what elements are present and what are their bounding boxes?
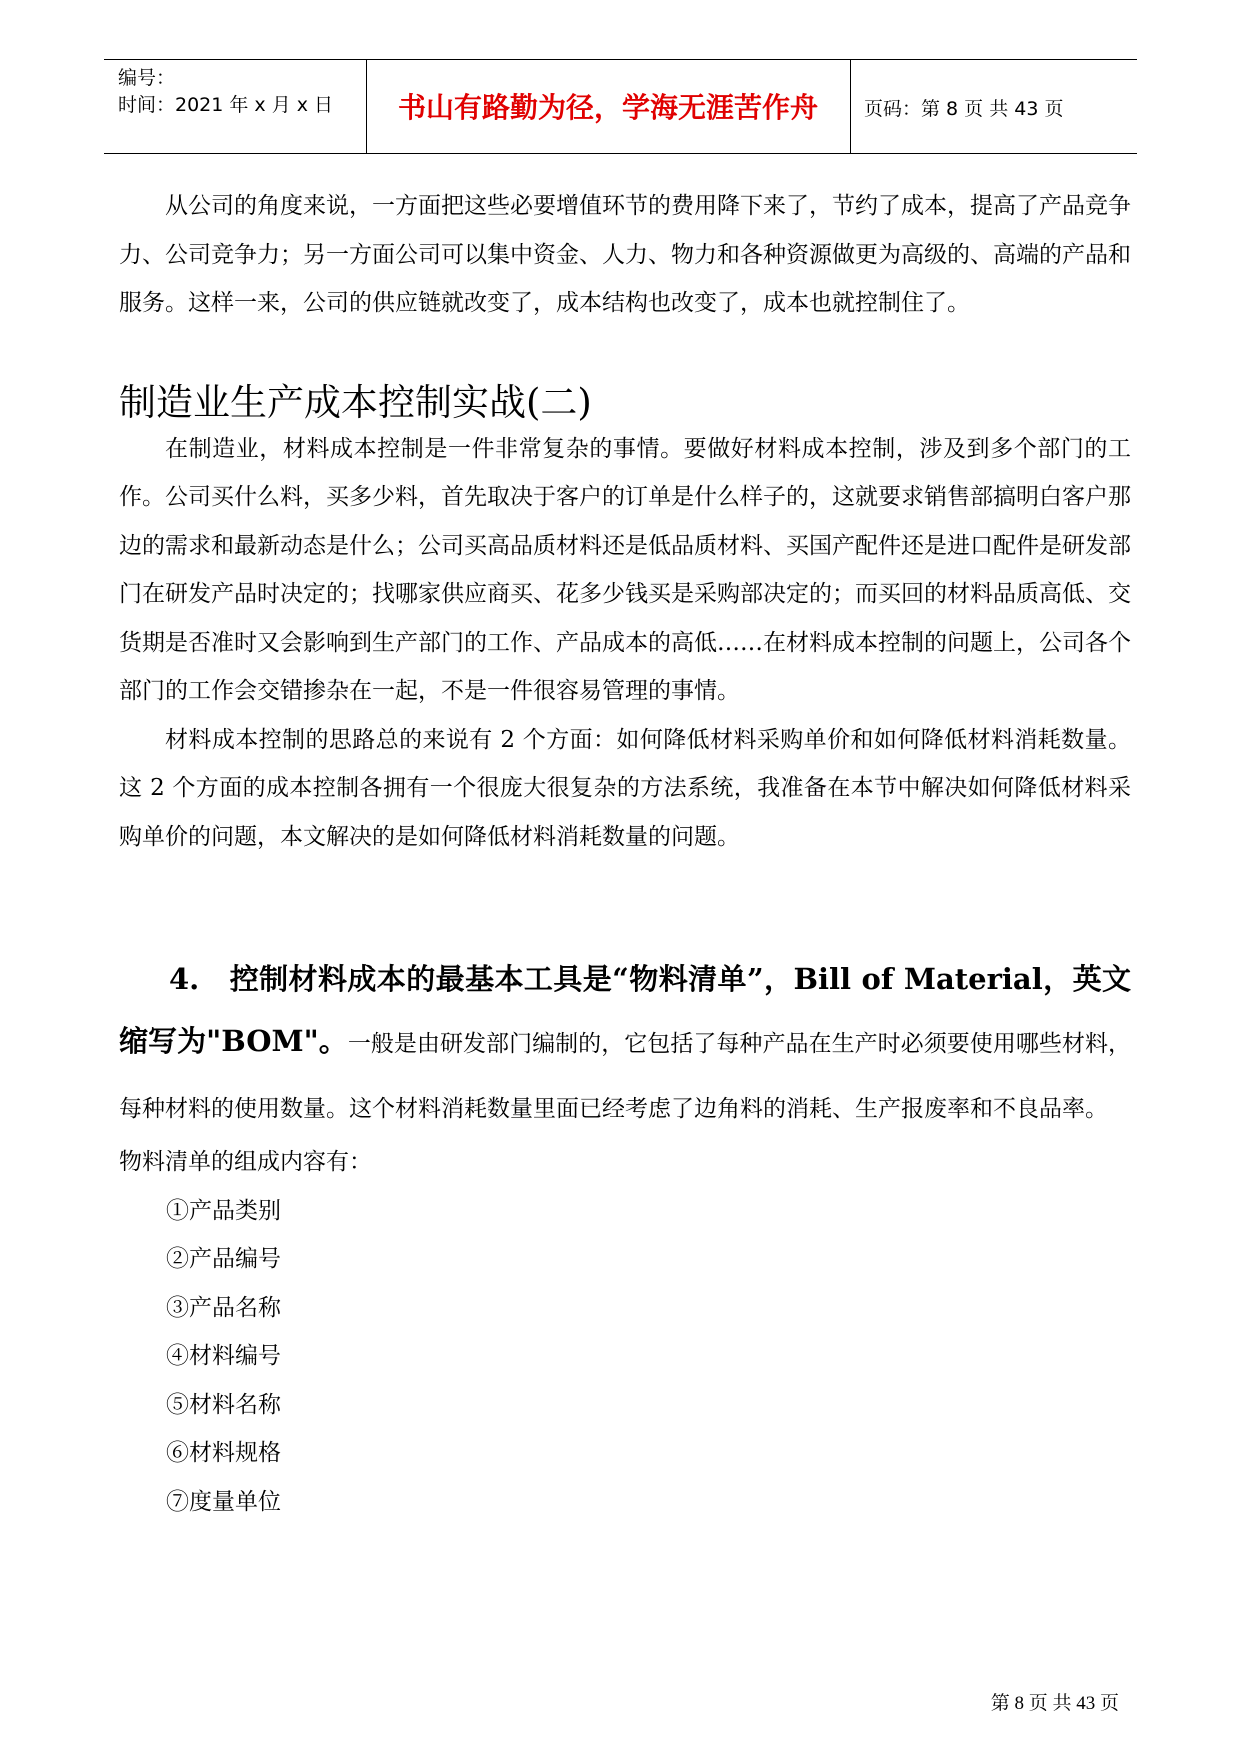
document-body [119,182,1131,1526]
header-page-info: 页码：第 8 页 共 43 页 [864,98,1064,120]
page-header [104,59,1137,154]
paragraph: 材料成本控制的思路总的来说有 2 个方面：如何降低材料采购单价和如何降低材料消耗数量。这 2 个方面的成本控制各拥有一个很庞大很复杂的方法系统，我准备在本节中解决如何降低材料采购单价的问题，本文解决的是如何降低材料消耗数量的问题。 [119,726,1131,850]
list-item: ⑤材料名称 [166,1391,281,1418]
list-item: ④材料编号 [166,1343,281,1369]
paragraph: 从公司的角度来说，一方面把这些必要增值环节的费用降下来了，节约了成本，提高了产品竞争力、公司竞争力；另一方面公司可以集中资金、人力、物力和各种资源做更为高级的、高端的产品和服务。这样一来，公司的供应链就改变了，成本结构也改变了，成本也就控制住了。 [119,193,1131,316]
list-item: ②产品编号 [166,1246,281,1272]
paragraph: 在制造业，材料成本控制是一件非常复杂的事情。要做好材料成本控制，涉及到多个部门的工作。公司买什么料，买多少料，首先取决于客户的订单是什么样子的，这就要求销售部搞明白客户那边的需求和最新动态是什么；公司买高品质材料还是低品质材料、买国产配件还是进口配件是研发部门在研发产品时决定的；找哪家供应商买、花多少钱买是采购部决定的；而买回的材料品质高低、交货期是否准时又会影响到生产部门的工作、产品成本的高低……在材料成本控制的问题上，公司各个部门的工作会交错掺杂在一起，不是一件很容易管理的事情。 [119,435,1131,704]
bom-items-list [119,1187,1131,1527]
header-motto: 书山有路勤为径，学海无涯苦作舟 [397,91,818,124]
list-item: ③产品名称 [166,1294,281,1321]
document-number-label: 编号： [118,67,176,89]
point-body-text: 一般是由研发部门编制的，它包括了每种产品在生产时必须要使用哪些材料，每种材料的使用数量。这个材料消耗数量里面已经考虑了边角料的消耗、生产报废率和不良品率。 [119,1031,1131,1122]
header-middle-cell [366,60,851,153]
list-item: ⑦度量单位 [166,1488,281,1515]
point-bold-text: 控制材料成本的最基本工具是“物料清单”，Bill of Material，英文缩写为"BOM"。 [119,962,1131,1058]
section-title: 制造业生产成本控制实战(二) [119,380,592,424]
list-item: ⑥材料规格 [166,1440,281,1466]
header-right-cell [850,60,1137,153]
point-4-paragraph [119,948,1131,1140]
header-left-cell [104,60,367,153]
document-time-label: 时间：2021 年 x 月 x 日 [118,94,334,116]
list-item: ①产品类别 [166,1197,281,1224]
point-number: 4. [169,962,200,996]
page-footer: 第 8 页 共 43 页 [990,1693,1119,1714]
bom-intro: 物料清单的组成内容有： [119,1149,372,1175]
